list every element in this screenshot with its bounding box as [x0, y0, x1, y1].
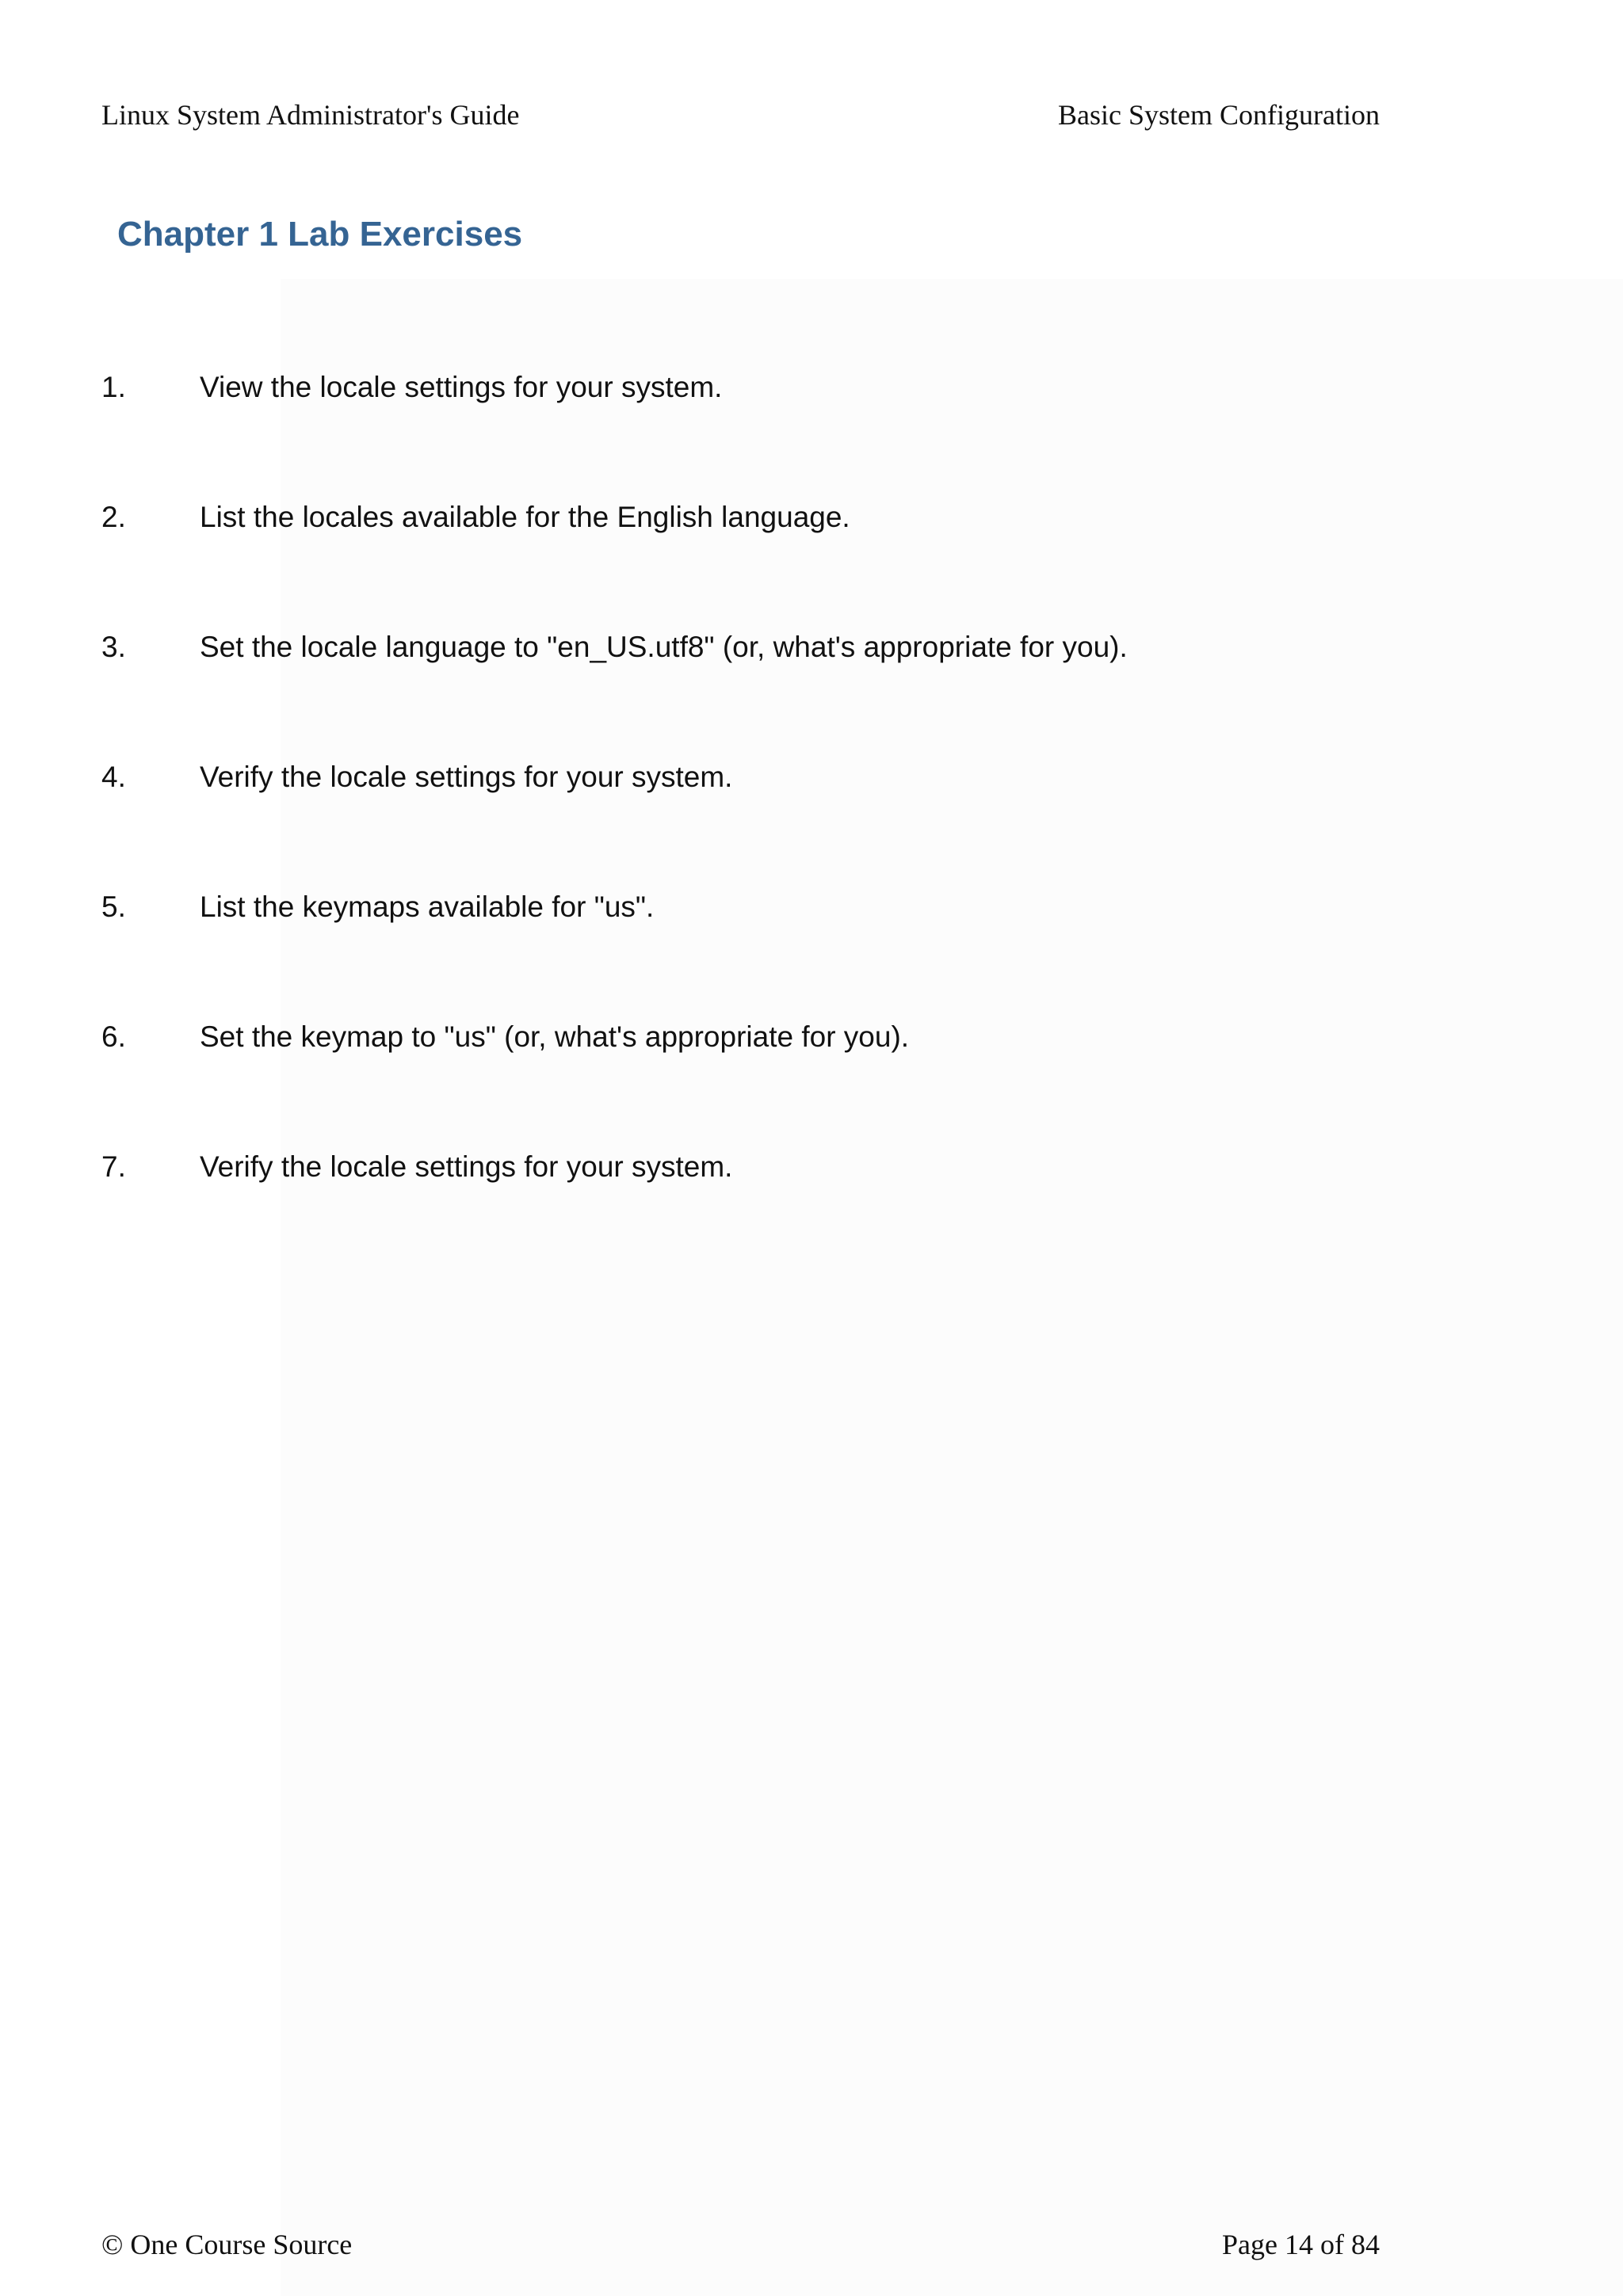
exercise-item: [101, 892, 1449, 1022]
exercise-item: [101, 502, 1449, 632]
exercise-number: 1.: [101, 371, 126, 403]
exercise-item: [101, 762, 1449, 892]
exercise-number: 4.: [101, 761, 126, 793]
exercise-number: 5.: [101, 891, 126, 923]
exercise-number: 6.: [101, 1020, 126, 1053]
exercise-item: [101, 632, 1449, 762]
exercise-item: [101, 1152, 1449, 1282]
exercise-text: List the locales available for the English language.: [200, 501, 850, 533]
footer-copyright: © One Course Source: [101, 2229, 353, 2260]
exercise-text: Set the keymap to "us" (or, what's appropriate for you).: [200, 1020, 910, 1053]
exercise-number: 2.: [101, 501, 126, 533]
exercise-item: [101, 1022, 1449, 1152]
exercise-list: [101, 372, 1449, 1282]
running-header-title: Linux System Administrator's Guide: [101, 99, 520, 131]
footer-page-number: Page 14 of 84: [1222, 2229, 1380, 2260]
running-header-section: Basic System Configuration: [1058, 99, 1380, 131]
exercise-text: Set the locale language to "en_US.utf8" (or, what's appropriate for you).: [200, 631, 1128, 663]
exercise-number: 7.: [101, 1150, 126, 1183]
exercise-text: List the keymaps available for "us".: [200, 891, 655, 923]
chapter-title: Chapter 1 Lab Exercises: [117, 215, 523, 254]
exercise-text: Verify the locale settings for your system.: [200, 761, 733, 793]
exercise-item: [101, 372, 1449, 502]
exercise-text: View the locale settings for your system.: [200, 371, 723, 403]
exercise-text: Verify the locale settings for your system.: [200, 1150, 733, 1183]
exercise-number: 3.: [101, 631, 126, 663]
